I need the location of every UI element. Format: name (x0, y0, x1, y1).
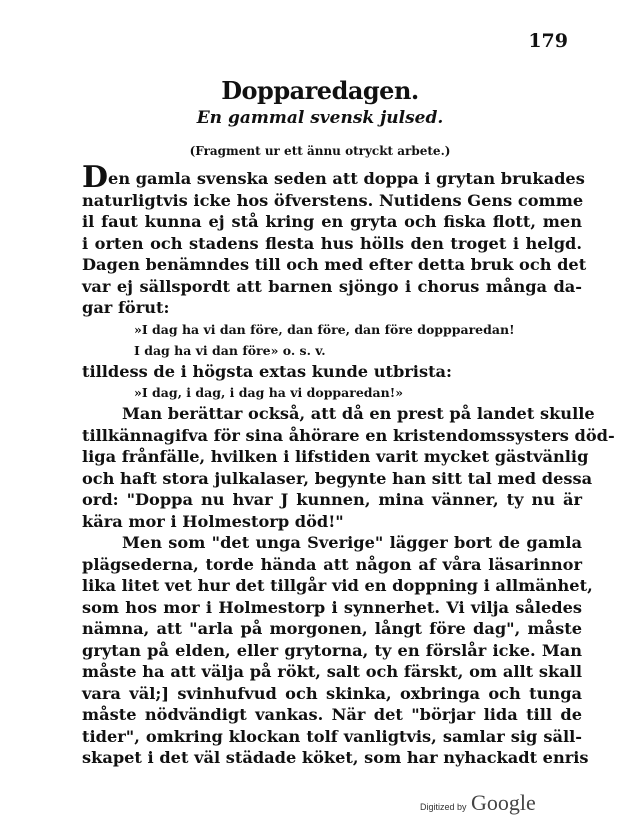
subtitle: En gammal svensk julsed. (196, 108, 444, 128)
page-number: 179 (528, 30, 568, 52)
text-line (82, 160, 585, 195)
text-line: gar förut: (82, 298, 170, 317)
text-line: il faut kunna ej stå kring en gryta och fiska flott, men (82, 212, 582, 231)
text-line: i orten och stadens flesta hus hölls den troget i helgd. (82, 233, 582, 253)
verse-line: I dag ha vi dan före» o. s. v. (134, 342, 326, 358)
text-line: Man berättar också, att då en prest på landet skulle (122, 404, 595, 423)
text-line: kära mor i Holmestorp död!" (82, 511, 344, 531)
text-line: liga frånfälle, hvilken i lifstiden varit mycket gästvänlig (82, 447, 589, 466)
text-line-content: en gamla svenska seden att doppa i grytan brukades (108, 169, 585, 188)
text-line: grytan på elden, eller grytorna, ty en förslår icke. Man (82, 640, 582, 660)
digitized-watermark (420, 790, 536, 816)
text-line: Dagen benämndes till och med efter detta bruk och det (82, 255, 587, 274)
text-line: ord: "Doppa nu hvar J kunnen, mina vänner, ty nu är (82, 490, 582, 509)
body-text (82, 160, 615, 769)
text-line: naturligtvis icke hos öfverstens. Nutidens Gens comme (82, 190, 584, 210)
digitized-label: Digitized by (420, 802, 467, 812)
fragment-note: (Fragment ur ett ännu otryckt arbete.) (189, 144, 451, 158)
text-line: var ej sällspordt att barnen sjöngo i chorus många da- (82, 276, 582, 296)
text-line: Men som "det unga Sverige" lägger bort de gamla (122, 533, 582, 552)
text-line: vara väl;] svinhufvud och skinka, oxbringa och tunga (82, 683, 582, 703)
google-logo: Google (470, 790, 536, 815)
drop-cap: D (82, 160, 109, 195)
text-line: tider", omkring klockan tolf vanligtvis, samlar sig säll- (82, 726, 582, 746)
text-line: och haft stora julkalaser, begynte han sitt tal med dessa (82, 468, 593, 488)
text-line: nämna, att "arla på morgonen, långt före dag", måste (82, 619, 582, 638)
text-line: skapet i det väl städade köket, som har nyhackadt enris (82, 748, 589, 767)
text-line: som hos mor i Holmestorp i synnerhet. Vi vilja således (82, 597, 582, 617)
page-title: Dopparedagen. (221, 76, 419, 105)
text-line: tillkännagifva för sina åhörare en kristendomssysters död- (82, 425, 615, 445)
text-line: tilldess de i högsta extas kunde utbrista: (82, 361, 453, 381)
text-line: plägsederna, torde hända att någon af våra läsarinnor (82, 554, 582, 574)
verse-line: »I dag, i dag, i dag ha vi dopparedan!» (134, 385, 404, 400)
text-line: måste nödvändigt vankas. När det "börjar lida till de (82, 705, 582, 724)
text-line: lika litet vet hur det tillgår vid en doppning i allmänhet, (82, 576, 593, 595)
text-line: måste ha att välja på rökt, salt och färskt, om allt skall (82, 662, 582, 681)
verse-line: »I dag ha vi dan före, dan före, dan före doppparedan! (134, 321, 515, 337)
